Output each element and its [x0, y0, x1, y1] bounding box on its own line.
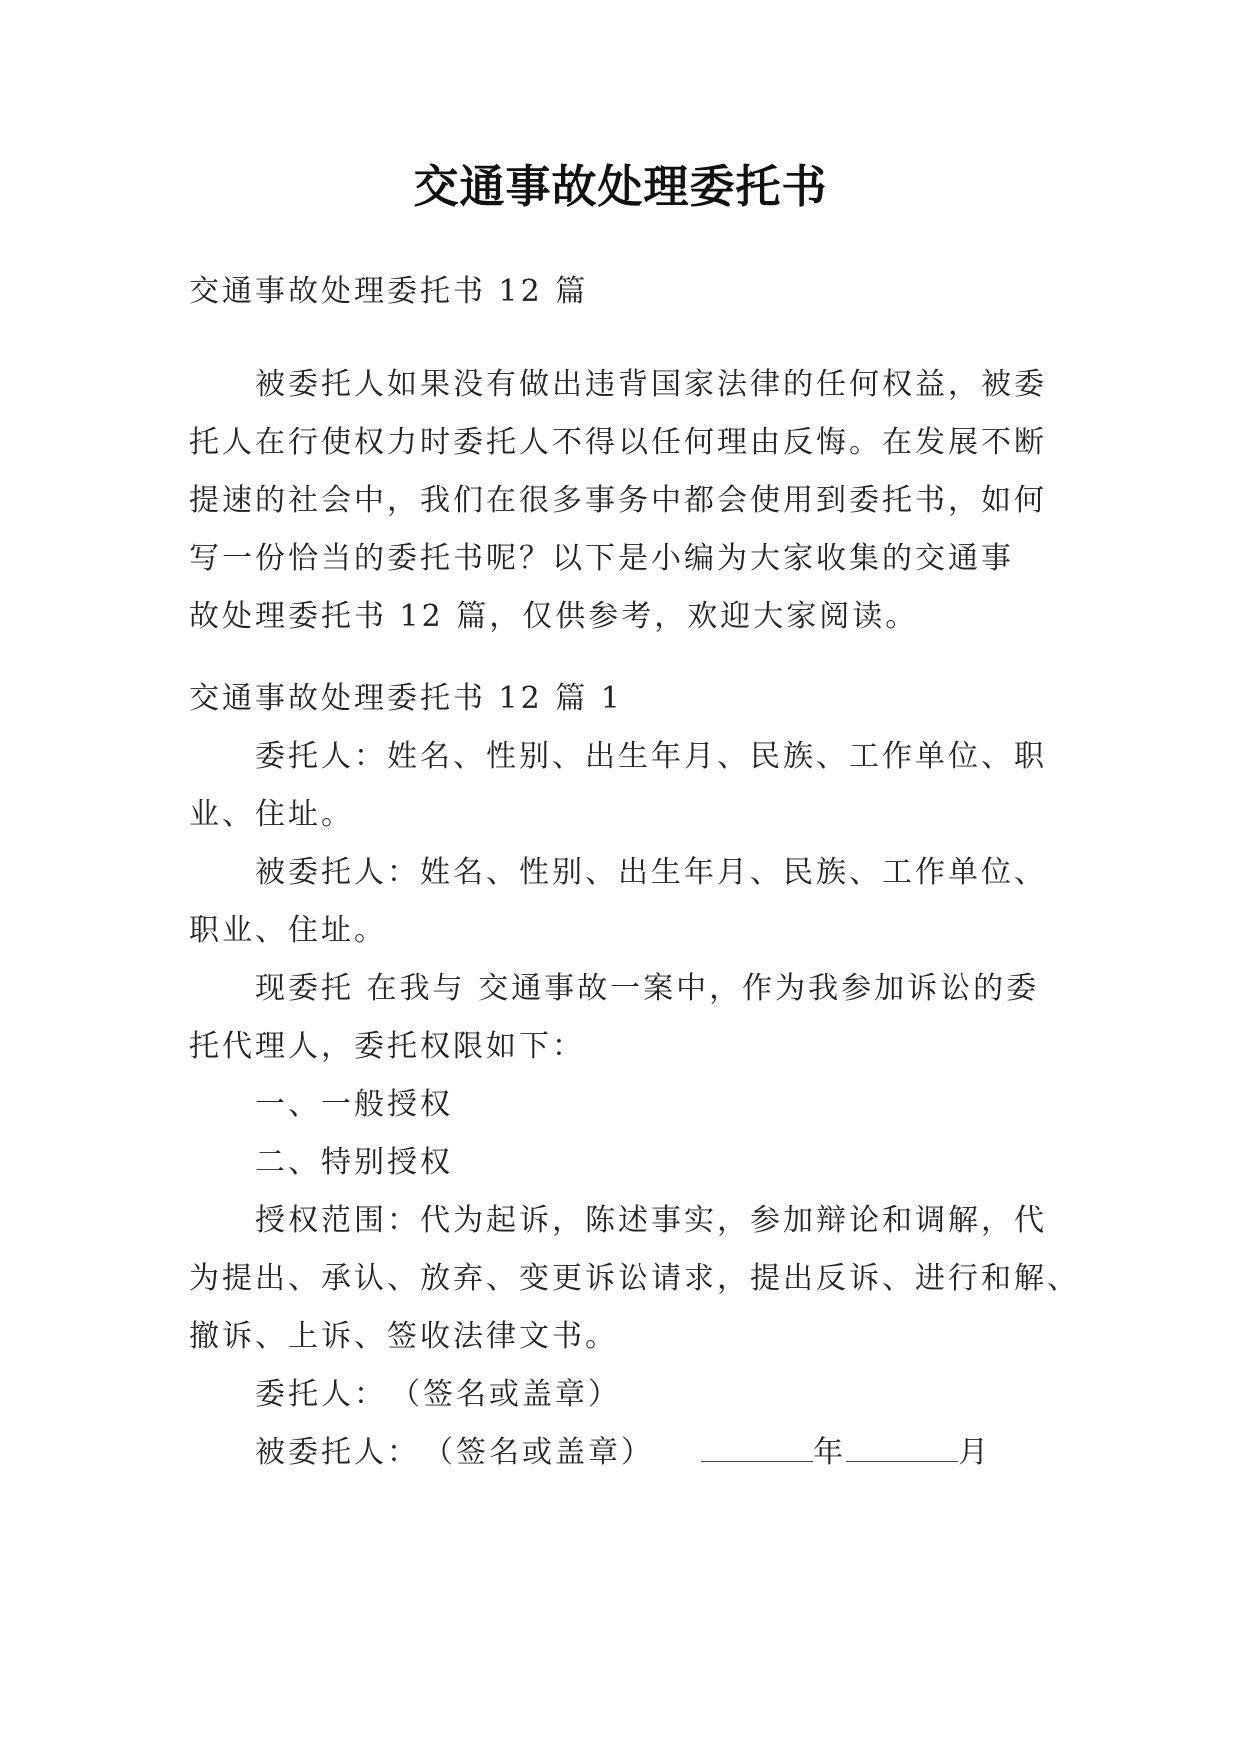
intro-line: 被委托人如果没有做出违背国家法律的任何权益，被委 [255, 367, 1047, 402]
principal-line: 业、住址。 [189, 797, 354, 832]
intro-line: 提速的社会中，我们在很多事务中都会使用到委托书，如何 [189, 483, 1047, 518]
special-authorization: 二、特别授权 [255, 1145, 453, 1180]
commission-line: 托代理人，委托权限如下： [189, 1029, 585, 1064]
general-authorization: 一、一般授权 [255, 1087, 453, 1122]
principal-signature-line: 委托人： （签名或盖章） [255, 1377, 621, 1412]
principal-line: 委托人：姓名、性别、出生年月、民族、工作单位、职 [255, 739, 1047, 774]
agent-line: 职业、住址。 [189, 913, 387, 948]
subtitle-block [189, 263, 1059, 321]
scope-line: 授权范围：代为起诉，陈述事实，参加辩论和调解，代 [255, 1203, 1047, 1238]
agent-signature-label: 被委托人： （签名或盖章） [255, 1435, 654, 1470]
intro-line: 故处理委托书 12 篇，仅供参考，欢迎大家阅读。 [189, 599, 919, 634]
section-heading: 交通事故处理委托书 12 篇 1 [189, 681, 623, 716]
intro-paragraph [189, 356, 1059, 646]
scope-line: 为提出、承认、放弃、变更诉讼请求，提出反诉、进行和解、 [189, 1261, 1080, 1296]
scope-line: 撤诉、上诉、签收法律文书。 [189, 1319, 618, 1354]
agent-line: 被委托人：姓名、性别、出生年月、民族、工作单位、 [255, 855, 1047, 890]
subtitle: 交通事故处理委托书 12 篇 [189, 274, 589, 309]
year-blank [701, 1429, 813, 1462]
commission-line: 现委托 在我与 交通事故一案中，作为我参加诉讼的委 [255, 971, 1040, 1006]
year-label: 年 [813, 1435, 847, 1470]
document-title: 交通事故处理委托书 [413, 160, 828, 213]
month-label: 月 [958, 1435, 992, 1470]
agent-signature-line [189, 1424, 1059, 1482]
section-content [189, 670, 1080, 1482]
intro-line: 托人在行使权力时委托人不得以任何理由反悔。在发展不断 [189, 425, 1047, 460]
intro-line: 写一份恰当的委托书呢？以下是小编为大家收集的交通事 [189, 541, 1014, 576]
month-blank [846, 1429, 958, 1462]
